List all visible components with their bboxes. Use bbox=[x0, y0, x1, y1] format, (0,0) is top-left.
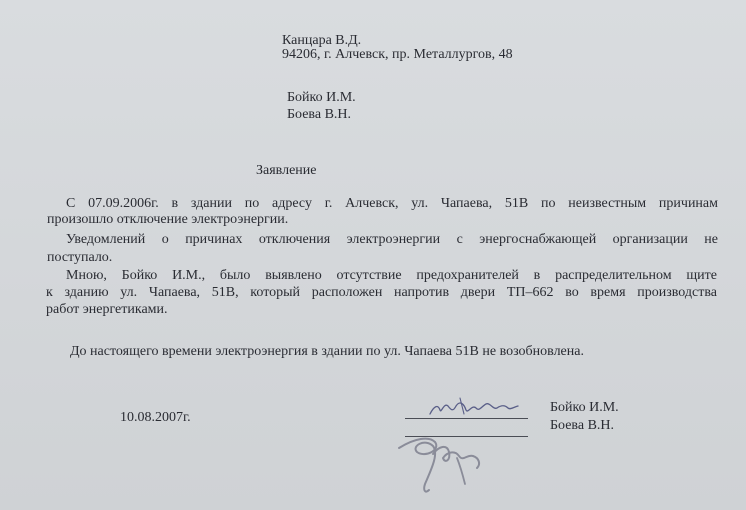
recipient-name: Канцара В.Д. bbox=[282, 33, 362, 48]
paragraph-2-line-1: Уведомлений о причинах отключения электроэнергии с энергоснабжающей организации не bbox=[66, 232, 718, 247]
sender-name-1: Бойко И.М. bbox=[287, 90, 356, 105]
paragraph-1-line-1: С 07.09.2006г. в здании по адресу г. Алчевск, ул. Чапаева, 51В по неизвестным причинам bbox=[66, 196, 718, 211]
signatory-name-2: Боева В.Н. bbox=[550, 418, 615, 433]
paragraph-1-line-2: произошло отключение электроэнергии. bbox=[47, 212, 289, 227]
paragraph-2-line-2: поступало. bbox=[47, 250, 113, 265]
sender-name-2: Боева В.Н. bbox=[287, 107, 352, 122]
recipient-address: 94206, г. Алчевск, пр. Металлургов, 48 bbox=[282, 47, 513, 62]
paragraph-3-line-1: Мною, Бойко И.М., было выявлено отсутствие предохранителей в распределительном щите bbox=[66, 268, 717, 283]
handwritten-signature-2 bbox=[395, 428, 505, 498]
paragraph-4: До настоящего времени электроэнергия в здании по ул. Чапаева 51В не возобновлена. bbox=[70, 344, 584, 359]
paragraph-3-line-3: работ энергетиками. bbox=[46, 302, 168, 317]
document-title: Заявление bbox=[256, 163, 317, 178]
signatory-name-1: Бойко И.М. bbox=[550, 400, 619, 415]
handwritten-signature-1 bbox=[420, 392, 540, 422]
document-date: 10.08.2007г. bbox=[120, 410, 191, 425]
paragraph-3-line-2: к зданию ул. Чапаева, 51В, который расположен напротив двери ТП–662 во время производства bbox=[46, 285, 717, 300]
